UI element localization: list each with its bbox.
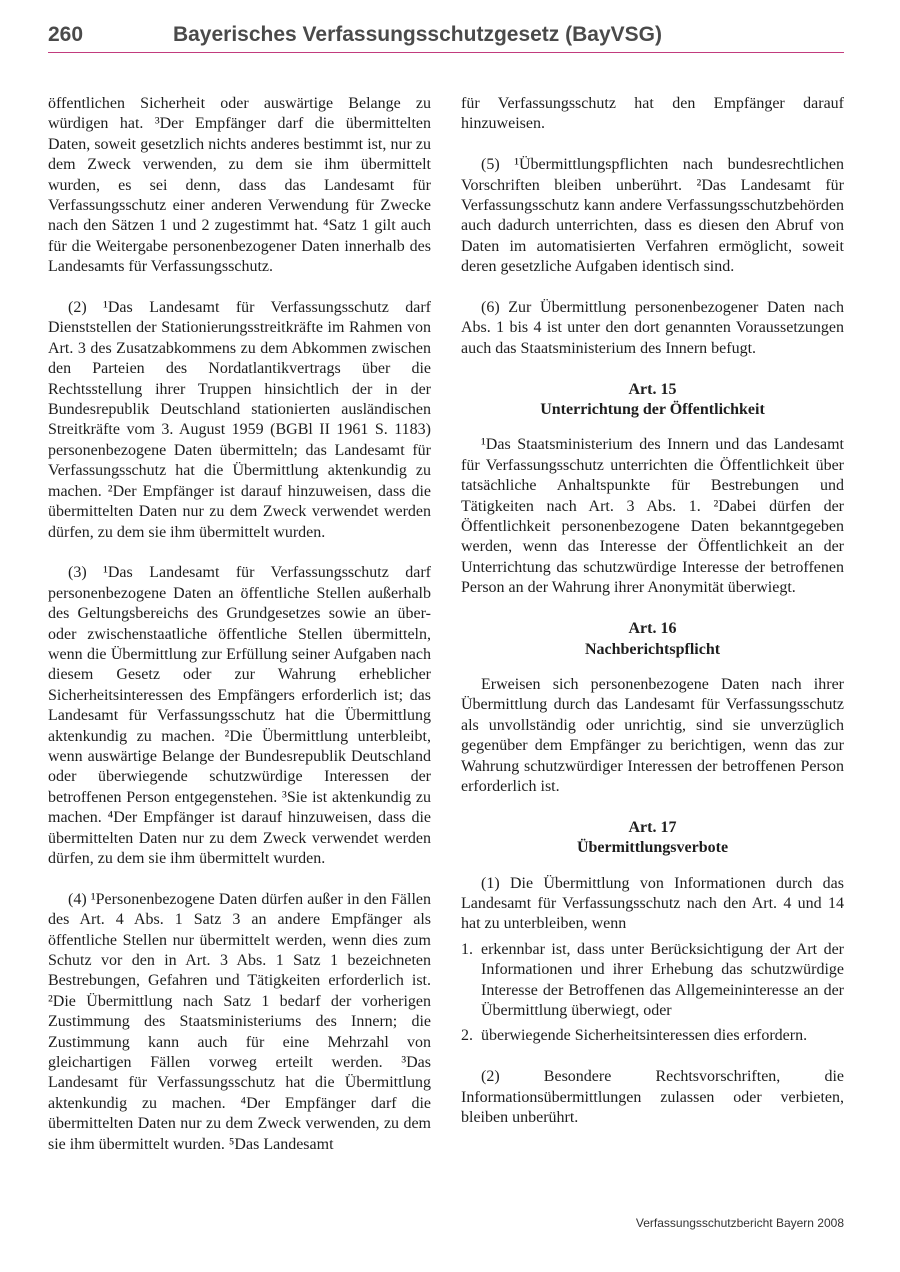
page-footer: Verfassungsschutzbericht Bayern 2008 (635, 1216, 844, 1230)
article-17-title: Übermittlungsverbote (576, 839, 729, 857)
running-title: Bayerisches Verfassungsschutzgesetz (BayVSG) (172, 23, 662, 46)
paragraph-continuation: öffentlichen Sicherheit oder auswärtige Belange zu würdigen hat. ³Der Empfänger darf die übermittelten Daten, soweit gesetzlich nichts anderes bestimmt ist, nur zu dem Zweck verwenden, zu dem sie ihm übermittelt wurden, es sei denn, dass das Landesamt für Verfassungsschutz einer anderen Verwendung für Zwecke nach den Sätzen 1 und 2 zugestimmt hat. ⁴Satz 1 gilt auch für die Weitergabe personenbezogener Daten innerhalb des Landesamts für Verfassungsschutz. (48, 95, 431, 276)
article-15 (461, 380, 844, 599)
list-item (461, 1026, 844, 1046)
paragraph-5: (5) ¹Übermittlungspflichten nach bundesrechtlichen Vorschriften bleiben unberührt. ²Das Landesamt für Verfassungsschutz kann andere Verfassungsschutzbehörden auch dadurch unterrichten, dass es diesen den Abruf von Daten im automatisierten Verfahren ermöglicht, soweit deren gesetzliche Aufgaben identisch sind. (461, 156, 844, 276)
list-item-text: überwiegende Sicherheitsinteressen dies erfordern. (481, 1027, 808, 1045)
paragraph-6: (6) Zur Übermittlung personenbezogener Daten nach Abs. 1 bis 4 ist unter den dort genannten Voraussetzungen auch das Staatsministerium des Innern befugt. (461, 299, 844, 357)
article-16-text: Erweisen sich personenbezogene Daten nach ihrer Übermittlung durch das Landesamt für Verfassungsschutz als unvollständig oder unrichtig, sind sie unverzüglich gegenüber dem Empfänger zu berichtigen, wenn das zur Wahrung schutzwürdiger Interessen der betroffenen Person erforderlich ist. (461, 675, 844, 795)
list-item-number: 2. (461, 1027, 473, 1045)
article-17-number: Art. 17 (628, 818, 677, 836)
paragraph-3: (3) ¹Das Landesamt für Verfassungsschutz darf personenbezogene Daten an öffentliche Stellen außerhalb des Geltungsbereichs des Grundgesetzes sowie an über- oder zwischenstaatliche öffentliche Stellen übermitteln, wenn die Übermittlung zur Erfüllung seiner Aufgaben nach diesem Gesetz oder zur Wahrung erheblicher Sicherheitsinteressen des Empfängers erforderlich ist; das Landesamt für Verfassungsschutz hat die Übermittlung aktenkundig zu machen. ²Die Übermittlung unterbleibt, wenn auswärtige Belange der Bundesrepublik Deutschland oder überwiegende schutzwürdige Interessen der betroffenen Person entgegenstehen. ³Sie ist aktenkundig zu machen. ⁴Der Empfänger ist darauf hinzuweisen, dass die übermittelten Daten nur zu dem Zweck verwendet werden dürfen, zu dem sie ihm übermittelt wurden. (48, 564, 431, 867)
article-15-text: ¹Das Staatsministerium des Innern und das Landesamt für Verfassungsschutz unterrichten die Öffentlichkeit über tatsächliche Anhaltspunkte für Bestrebungen und Tätigkeiten nach Art. 3 Abs. 1. ²Dabei dürfen der Öffentlichkeit personenbezogene Daten bekanntgegeben werden, wenn das Interesse der Öffentlichkeit an der Unterrichtung das schutzwürdige Interesse der betroffenen Person an der Wahrung ihrer Anonymität überwiegt. (461, 436, 844, 597)
article-16-number: Art. 16 (628, 620, 677, 638)
article-15-title: Unterrichtung der Öffentlichkeit (540, 401, 765, 419)
paragraph-2: (2) ¹Das Landesamt für Verfassungsschutz darf Dienststellen der Stationierungsstreitkräfte im Rahmen von Art. 3 des Zusatzabkommens zu dem Abkommen zwischen den Parteien des Nordatlantikvertrags über die Rechtsstellung ihrer Truppen hinsichtlich der in der Bundesrepublik Deutschland stationierten ausländischen Streitkräfte vom 3. August 1959 (BGBl II 1961 S. 1183) personenbezogene Daten übermitteln; das Landesamt für Verfassungsschutz hat die Übermittlung aktenkundig zu machen. ²Der Empfänger ist darauf hinzuweisen, dass die übermittelten Daten nur zu dem Zweck verwendet werden dürfen, zu dem sie ihm übermittelt wurden. (48, 299, 431, 541)
paragraph-4: (4) ¹Personenbezogene Daten dürfen außer in den Fällen des Art. 4 Abs. 1 Satz 3 an andere Empfänger als öffentliche Stellen nur übermittelt werden, wenn dies zum Schutz vor den in Art. 3 Abs. 1 Satz 1 bezeichneten Bestrebungen, Gefahren und Tätigkeiten erforderlich ist. ²Die Übermittlung nach Satz 1 bedarf der vorherigen Zustimmung des Staatsministeriums des Innern; die Zustimmung kann auch für eine Mehrzahl von gleichartigen Fällen vorweg erteilt werden. ³Das Landesamt für Verfassungsschutz hat die Übermittlung aktenkundig zu machen. ⁴Der Empfänger darf die übermittelten Daten nur zu dem Zweck verwenden, zu dem sie ihm übermittelt wurden. ⁵Das Landesamt (48, 890, 431, 1153)
article-16 (461, 619, 844, 797)
article-16-title: Nachberichtspflicht (584, 640, 721, 658)
paragraph-continuation-right: für Verfassungsschutz hat den Empfänger darauf hinzuweisen. (461, 95, 844, 133)
list-item-number: 1. (461, 940, 473, 958)
article-15-number: Art. 15 (628, 380, 677, 398)
page-number: 260 (48, 23, 84, 46)
right-column (461, 94, 844, 1128)
article-17 (461, 818, 844, 1129)
page-header (48, 22, 844, 53)
left-column (48, 94, 431, 1155)
list-item-text: erkennbar ist, dass unter Berücksichtigung der Art der Informationen und ihrer Erhebung das schutzwürdige Interesse der Betroffenen das Allgemeininteresse an der Übermittlung überwiegt, oder (481, 940, 844, 1019)
article-17-paragraph-2: (2) Besondere Rechtsvorschriften, die Informationsübermittlungen zulassen oder verbieten, bleiben unberührt. (461, 1068, 844, 1126)
list-item (461, 940, 844, 1022)
article-17-intro: (1) Die Übermittlung von Informationen durch das Landesamt für Verfassungsschutz nach den Art. 4 und 14 hat zu unterbleiben, wenn (461, 874, 844, 933)
article-17-list (461, 940, 844, 1047)
